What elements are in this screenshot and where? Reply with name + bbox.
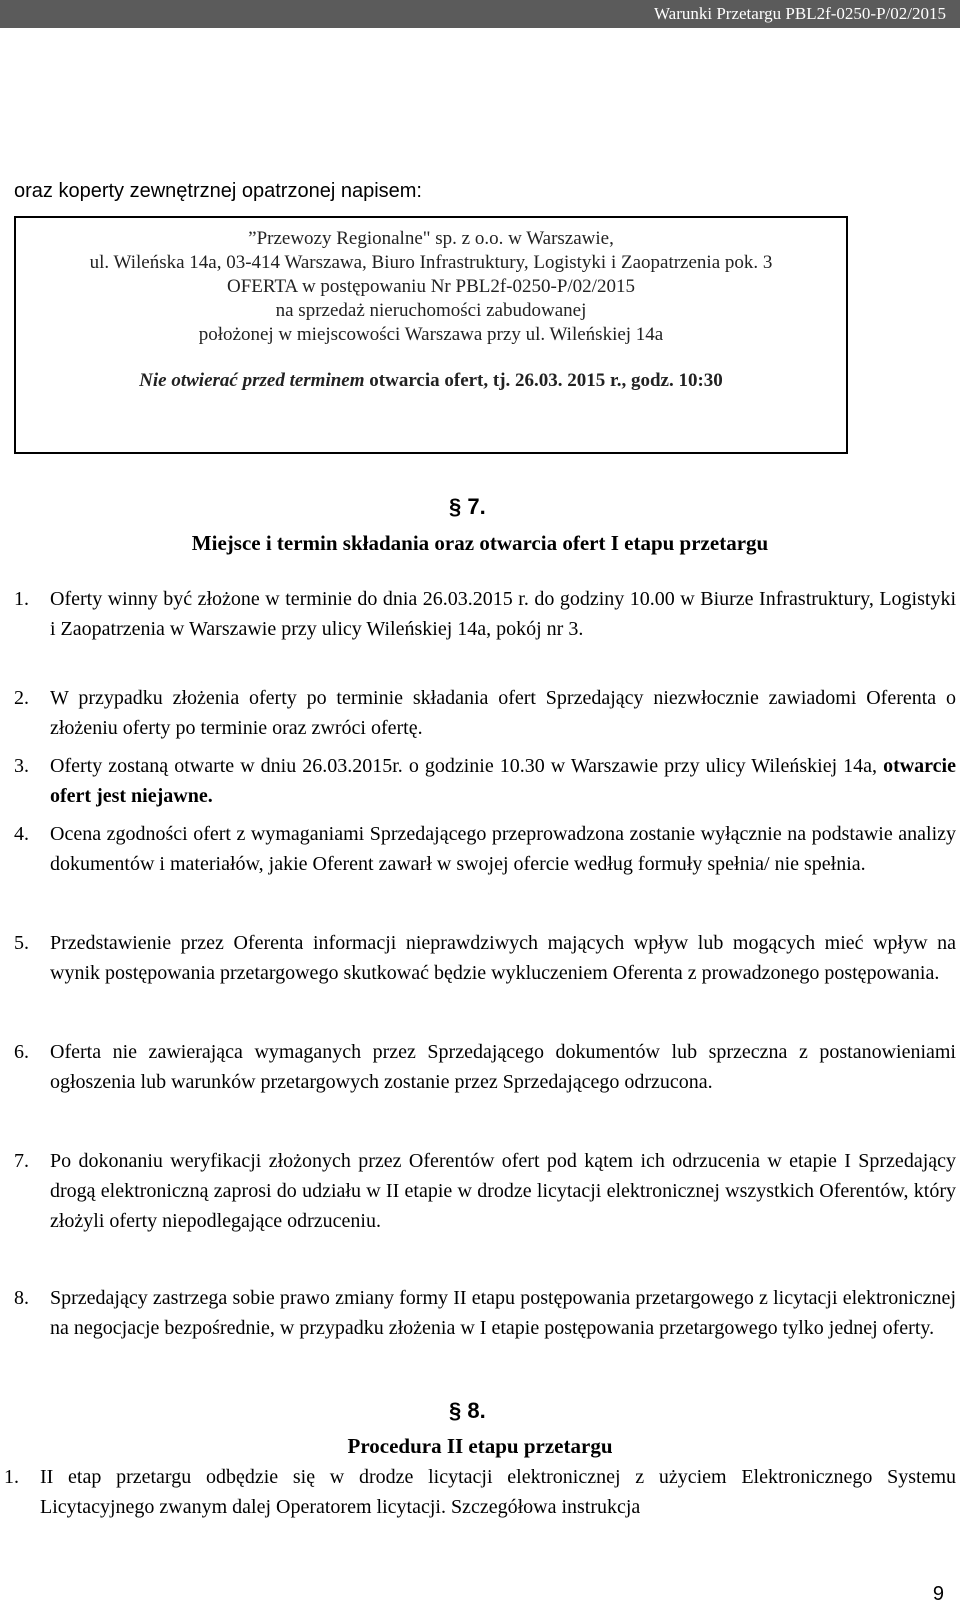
header-title: Warunki Przetargu PBL2f-0250-P/02/2015 [653, 4, 946, 23]
envelope-line: ”Przewozy Regionalne" sp. z o.o. w Warszawie, [248, 228, 614, 249]
envelope-line: OFERTA w postępowaniu Nr PBL2f-0250-P/02/2015 [227, 276, 635, 297]
item-number: 8. [14, 1287, 29, 1309]
page-number: 9 [932, 1583, 944, 1605]
item-text: II etap przetargu odbędzie się w drodze licytacji elektronicznej z użyciem Elektronicznego Systemu Licytacyjnego zwanym dalej Operatorem licytacji. Szczegółowa instrukcja [40, 1466, 956, 1518]
section-8-number: § 8. [449, 1398, 486, 1423]
do-not-open-notice [16, 370, 846, 392]
item-text-bold: otwarcie ofert jest niejawne. [50, 755, 956, 807]
item-number: 6. [14, 1041, 29, 1063]
list-item [4, 1462, 956, 1522]
list-item [14, 1146, 956, 1236]
section-8-title: Procedura II etapu przetargu [347, 1434, 613, 1458]
list-item [14, 683, 956, 743]
item-text-plain: Oferty zostaną otwarte w dniu 26.03.2015r. o godzinie 10.30 w Warszawie przy ulicy Wileńskiej 14a, [50, 755, 884, 777]
item-number: 2. [14, 687, 29, 709]
intro-text: oraz koperty zewnętrznej opatrzonej napisem: [14, 180, 422, 202]
item-text [50, 751, 956, 811]
item-number: 1. [14, 588, 29, 610]
item-number: 7. [14, 1150, 29, 1172]
envelope-label-box [14, 216, 848, 454]
running-header [0, 0, 960, 28]
item-number: 4. [14, 823, 29, 845]
item-text: Oferty winny być złożone w terminie do dnia 26.03.2015 r. do godziny 10.00 w Biurze Infrastruktury, Logistyki i Zaopatrzenia w Warszawie przy ulicy Wileńskiej 14a, pokój nr 3. [50, 588, 956, 640]
section-7-title: Miejsce i termin składania oraz otwarcia ofert I etapu przetargu [191, 531, 769, 555]
item-number: 1. [4, 1466, 19, 1488]
envelope-line: na sprzedaż nieruchomości zabudowanej [275, 300, 587, 321]
envelope-line: położonej w miejscowości Warszawa przy ul. Wileńskiej 14a [198, 324, 664, 345]
list-item [14, 584, 956, 644]
item-number: 3. [14, 755, 29, 777]
notice-rest: otwarcia ofert, tj. 26.03. 2015 r., godz. 10:30 [364, 370, 723, 391]
item-text: Ocena zgodności ofert z wymaganiami Sprzedającego przeprowadzona zostanie wyłącznie na podstawie analizy dokumentów i materiałów, jakie Oferent zawarł w swojej ofercie według formuły spełnia/ nie spełnia. [50, 823, 956, 875]
list-item [14, 819, 956, 879]
notice-italic: Nie otwierać przed terminem [139, 370, 365, 391]
list-item [14, 1283, 956, 1343]
envelope-line: ul. Wileńska 14a, 03-414 Warszawa, Biuro Infrastruktury, Logistyki i Zaopatrzenia pok. 3 [89, 252, 773, 273]
item-text: W przypadku złożenia oferty po terminie składania ofert Sprzedający niezwłocznie zawiadomi Oferenta o złożeniu oferty po terminie oraz zwróci ofertę. [50, 687, 956, 739]
item-text: Po dokonaniu weryfikacji złożonych przez Oferentów ofert pod kątem ich odrzucenia w etapie I Sprzedający drogą elektroniczną zaprosi do udziału w II etapie w drodze licytacji elektronicznej wszystkich Oferentów, który złożyli oferty niepodlegające odrzuceniu. [50, 1150, 956, 1232]
list-item [14, 751, 956, 811]
list-item [14, 1037, 956, 1097]
item-text: Oferta nie zawierająca wymaganych przez Sprzedającego dokumentów lub sprzeczna z postanowieniami ogłoszenia lub warunków przetargowych zostanie przez Sprzedającego odrzucona. [50, 1041, 956, 1093]
item-text: Przedstawienie przez Oferenta informacji nieprawdziwych mających wpływ lub mogących mieć wpływ na wynik postępowania przetargowego skutkować będzie wykluczeniem Oferenta z prowadzonego postępowania. [50, 932, 956, 984]
item-text: Sprzedający zastrzega sobie prawo zmiany formy II etapu postępowania przetargowego z licytacji elektronicznej na negocjacje bezpośrednie, w przypadku złożenia w I etapie postępowania przetargowego tylko jednej oferty. [50, 1287, 956, 1339]
item-number: 5. [14, 932, 29, 954]
list-item [14, 928, 956, 988]
section-7-number: § 7. [449, 494, 486, 519]
